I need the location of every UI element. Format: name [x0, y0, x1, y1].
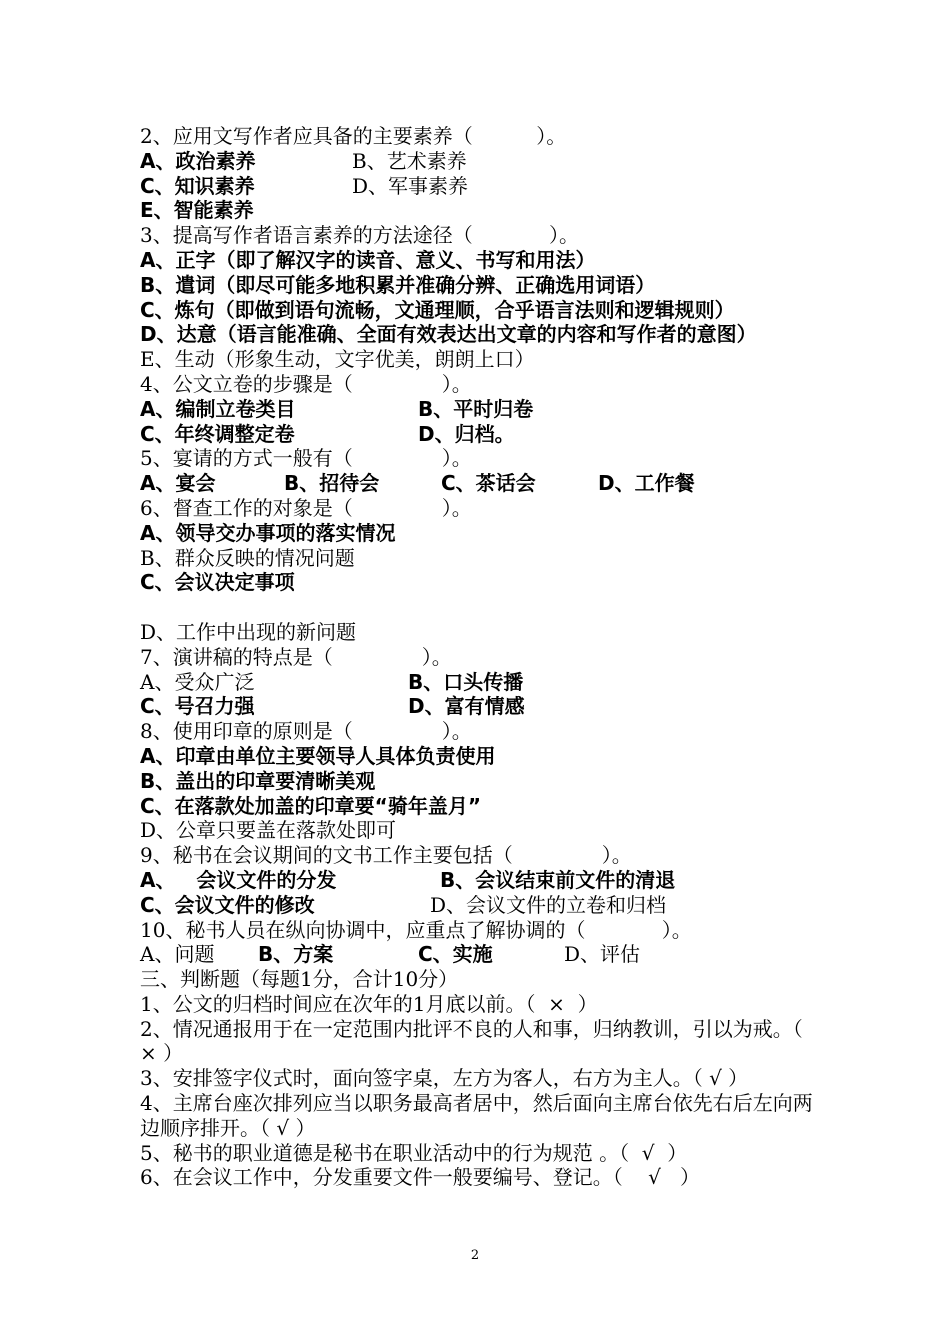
option-c: C、年终调整定卷 — [140, 421, 295, 446]
option-e: E、生动（形象生动，文字优美，朗朗上口） — [140, 347, 535, 372]
page-content — [140, 124, 820, 1190]
option-d: D、公章只要盖在落款处即可 — [140, 818, 397, 843]
option-c: C、知识素养 — [140, 173, 255, 198]
option-d: D、工作餐 — [598, 471, 695, 496]
page-number: 2 — [470, 1248, 480, 1263]
question-7-options-ab — [140, 670, 820, 695]
option-d: D、归档。 — [418, 421, 515, 446]
option-a: A、政治素养 — [140, 148, 256, 173]
option-a: A、印章由单位主要领导人具体负责使用 — [140, 743, 496, 768]
option-b: B、方案 — [258, 942, 334, 967]
option-b: B、会议结束前文件的清退 — [440, 867, 676, 892]
section-heading: 三、判断题（每题1分，合计10分） — [140, 967, 459, 992]
question-2-options-ab — [140, 149, 820, 174]
question-6: 6、督查工作的对象是（ ）。 — [140, 495, 472, 520]
option-d: D、富有情感 — [408, 694, 525, 719]
question-4: 4、公文立卷的步骤是（ ）。 — [140, 371, 472, 396]
option-c: C、实施 — [418, 942, 493, 967]
option-a: A、 会议文件的分发 — [140, 867, 337, 892]
option-a: A、正字（即了解汉字的读音、意义、书写和用法） — [140, 247, 596, 272]
option-d: D、工作中出现的新问题 — [140, 619, 357, 644]
option-b: B、口头传播 — [408, 669, 524, 694]
option-a: A、宴会 — [140, 471, 216, 496]
judgment-3: 3、安排签字仪式时，面向签字桌，左方为客人，右方为主人。（ √ ） — [140, 1066, 749, 1091]
option-d: D、军事素养 — [352, 173, 469, 198]
option-b: B、群众反映的情况问题 — [140, 545, 355, 570]
option-b: B、招待会 — [284, 471, 380, 496]
option-d: D、达意（语言能准确、全面有效表达出文章的内容和写作者的意图） — [140, 322, 757, 347]
question-10-options — [140, 942, 820, 967]
option-c: C、会议决定事项 — [140, 570, 295, 595]
question-2-options-cd — [140, 174, 820, 199]
option-e: E、智能素养 — [140, 198, 254, 223]
question-9-options-cd — [140, 893, 820, 918]
option-b: B、盖出的印章要清晰美观 — [140, 768, 376, 793]
question-2: 2、应用文写作者应具备的主要素养（ ）。 — [140, 124, 567, 148]
option-c: C、茶话会 — [441, 471, 536, 496]
judgment-2: 2、情况通报用于在一定范围内批评不良的人和事，归纳教训，引以为戒。（ × ） — [140, 1016, 803, 1066]
judgment-4: 4、主席台座次排列应当以职务最高者居中，然后面向主席台依先右后左向两边顺序排开。（ √ ） — [140, 1091, 813, 1140]
option-a: A、领导交办事项的落实情况 — [140, 520, 396, 545]
question-9-options-ab — [140, 868, 820, 893]
question-4-options-cd — [140, 422, 820, 447]
option-a: A、编制立卷类目 — [140, 396, 296, 421]
judgment-1: 1、公文的归档时间应在次年的1月底以前。（ × ） — [140, 991, 598, 1016]
option-c: C、在落款处加盖的印章要“骑年盖月” — [140, 793, 481, 818]
option-c: C、会议文件的修改 — [140, 892, 315, 917]
question-7: 7、演讲稿的特点是（ ）。 — [140, 644, 452, 669]
question-3: 3、提高写作者语言素养的方法途径（ ）。 — [140, 223, 580, 248]
option-b: B、平时归卷 — [418, 396, 534, 421]
option-a: A、受众广泛 — [140, 669, 255, 694]
option-b: B、艺术素养 — [352, 148, 467, 173]
option-a: A、问题 — [140, 942, 215, 967]
question-5-options — [140, 471, 820, 496]
option-c: C、炼句（即做到语句流畅，文通理顺，合乎语言法则和逻辑规则） — [140, 297, 735, 322]
judgment-6: 6、在会议工作中，分发重要文件一般要编号、登记。（ √ ） — [140, 1165, 700, 1190]
question-9: 9、秘书在会议期间的文书工作主要包括（ ）。 — [140, 843, 632, 868]
question-8: 8、使用印章的原则是（ ）。 — [140, 719, 472, 744]
option-d: D、评估 — [564, 942, 641, 967]
option-d: D、会议文件的立卷和归档 — [430, 892, 667, 917]
question-7-options-cd — [140, 694, 820, 719]
blank-line — [140, 595, 820, 620]
option-c: C、号召力强 — [140, 694, 255, 719]
judgment-5: 5、秘书的职业道德是秘书在职业活动中的行为规范 。（ √ ） — [140, 1140, 688, 1165]
question-10: 10、秘书人员在纵向协调中，应重点了解协调的（ ）。 — [140, 917, 692, 942]
question-4-options-ab — [140, 397, 820, 422]
option-b: B、遣词（即尽可能多地积累并准确分辨、正确选用词语） — [140, 272, 656, 297]
question-5: 5、宴请的方式一般有（ ）。 — [140, 446, 472, 471]
